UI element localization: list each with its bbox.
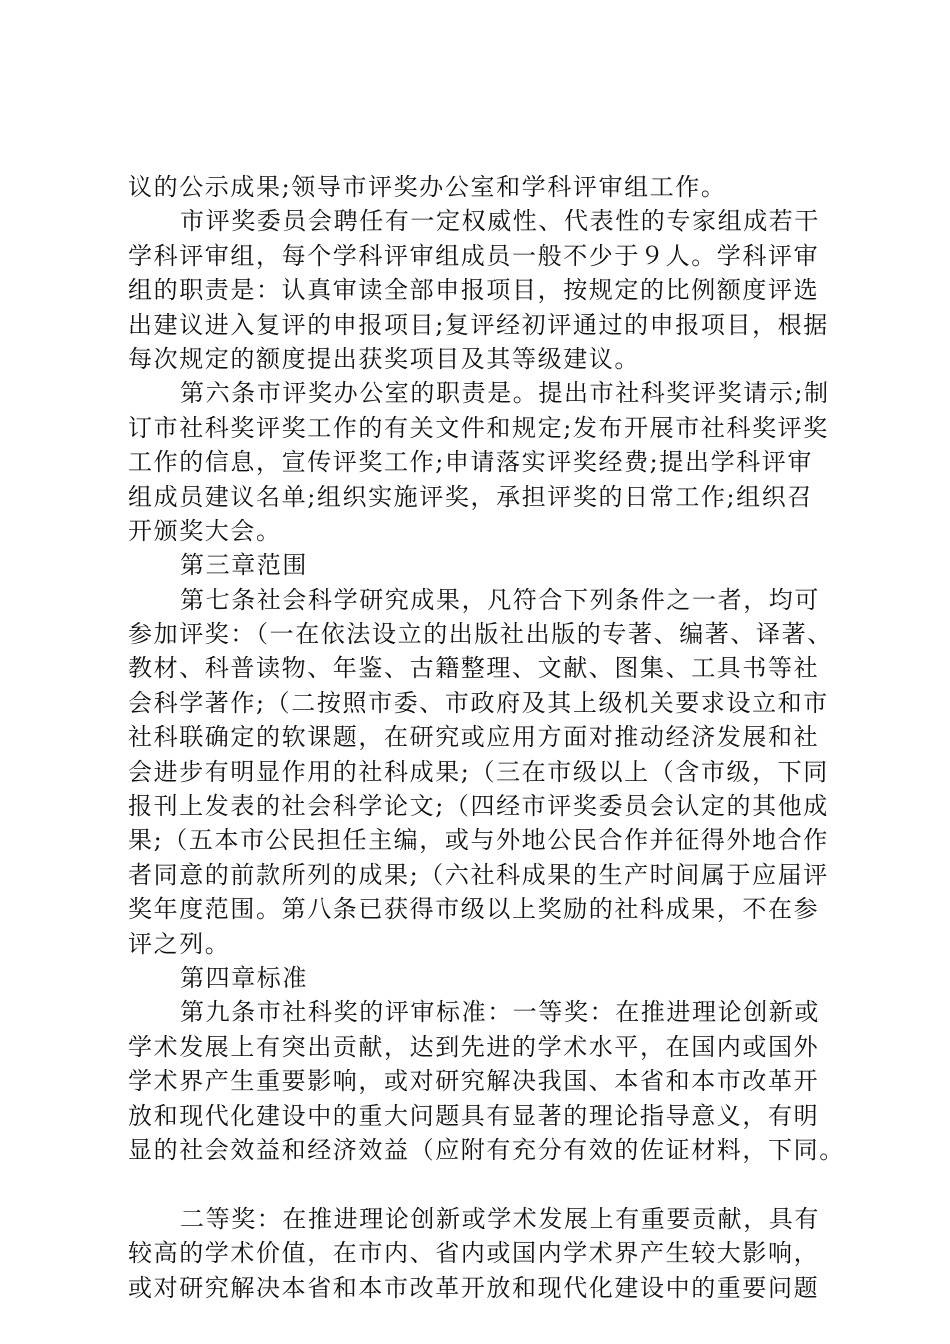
document-body	[128, 170, 845, 1305]
text-line: 组成员建议名单;组织实施评奖，承担评奖的日常工作;组织召	[128, 482, 813, 511]
paragraph-start-line: 第九条市社科奖的评审标准：一等奖：在推进理论创新或	[180, 998, 820, 1027]
text-line: 学科评审组，每个学科评审组成员一般不少于９人。学科评审	[128, 241, 820, 270]
text-line: 奖年度范围。第八条已获得市级以上奖励的社科成果，不在参	[128, 895, 820, 924]
text-line: 学术发展上有突出贡献，达到先进的学术水平，在国内或国外	[128, 1032, 820, 1061]
paragraph-gap	[128, 1167, 838, 1201]
text-line: 或对研究解决本省和本市改革开放和现代化建设中的重要问题	[128, 1273, 820, 1302]
text-line: 每次规定的额度提出获奖项目及其等级建议。	[128, 344, 640, 373]
text-line: 果;（五本市公民担任主编，或与外地公民合作并征得外地合作	[128, 826, 829, 855]
text-line: 参加评奖：（一在依法设立的出版社出版的专著、编著、译著、	[128, 620, 833, 649]
text-line: 放和现代化建设中的重大问题具有显著的理论指导意义，有明	[128, 1101, 820, 1130]
text-line: 教材、科普读物、年鉴、古籍整理、文献、图集、工具书等社	[128, 654, 820, 683]
chapter-heading: 第四章标准	[180, 963, 308, 992]
text-line: 社科联确定的软课题，在研究或应用方面对推动经济发展和社	[128, 723, 820, 752]
text-line: 出建议进入复评的申报项目;复评经初评通过的申报项目，根据	[128, 310, 829, 339]
text-line: 学术界产生重要影响，或对研究解决我国、本省和本市改革开	[128, 1067, 820, 1096]
text-line: 会进步有明显作用的社科成果;（三在市级以上（含市级，下同	[128, 757, 829, 786]
paragraph-start-line: 第七条社会科学研究成果，凡符合下列条件之一者，均可	[180, 585, 820, 614]
text-line: 显的社会效益和经济效益（应附有充分有效的佐证材料，下同。	[128, 1135, 845, 1164]
text-line: 者同意的前款所列的成果;（六社科成果的生产时间属于应届评	[128, 860, 829, 889]
paragraph-start-line: 第六条市评奖办公室的职责是。提出市社科奖评奖请示;制	[180, 379, 830, 408]
text-line: 报刊上发表的社会科学论文;（四经市评奖委员会认定的其他成	[128, 792, 829, 821]
paragraph-start-line: 市评奖委员会聘任有一定权威性、代表性的专家组成若干	[180, 207, 820, 236]
text-line: 会科学著作;（二按照市委、市政府及其上级机关要求设立和市	[128, 688, 829, 717]
paragraph-start-line: 二等奖：在推进理论创新或学术发展上有重要贡献，具有	[180, 1204, 820, 1233]
text-line: 开颁奖大会。	[128, 516, 282, 545]
text-line: 组的职责是：认真审读全部申报项目，按规定的比例额度评选	[128, 276, 820, 305]
text-line: 评之列。	[128, 929, 231, 958]
text-line: 议的公示成果;领导市评奖办公室和学科评审组工作。	[128, 173, 727, 201]
text-line: 工作的信息，宣传评奖工作;申请落实评奖经费;提出学科评审	[128, 448, 813, 477]
text-line: 订市社科奖评奖工作的有关文件和规定;发布开展市社科奖评奖	[128, 413, 829, 442]
text-line: 较高的学术价值，在市内、省内或国内学术界产生较大影响，	[128, 1239, 820, 1268]
chapter-heading: 第三章范围	[180, 551, 308, 580]
